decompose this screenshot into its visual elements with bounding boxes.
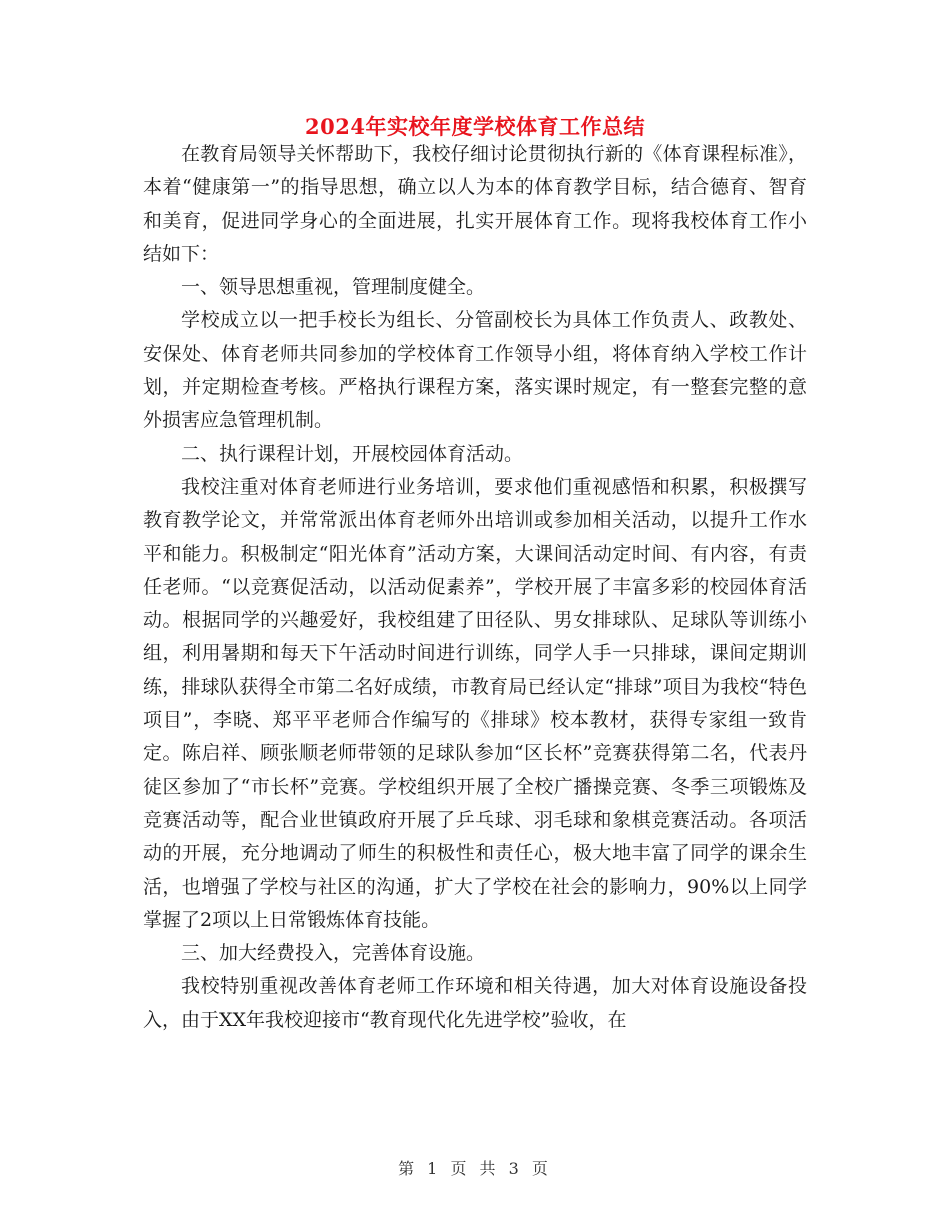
document-body <box>143 138 807 1037</box>
section-heading-1: 一、领导思想重视，管理制度健全。 <box>181 276 486 299</box>
page-footer: 第 1 页 共 3 页 <box>398 1159 552 1178</box>
document-title: 2024年实校年度学校体育工作总结 <box>305 114 645 139</box>
section-paragraph-1: 学校成立以一把手校长为组长、分管副校长为具体工作负责人、政教处、安保处、体育老师共同参加的学校体育工作领导小组，将体育纳入学校工作计划，并定期检查考核。严格执行课程方案，落实课时规定，有一整套完整的意外损害应急管理机制。 <box>143 309 807 432</box>
section-heading-3: 三、加大经费投入，完善体育设施。 <box>181 942 486 965</box>
intro-paragraph: 在教育局领导关怀帮助下，我校仔细讨论贯彻执行新的《体育课程标准》，本着“健康第一”的指导思想，确立以人为本的体育教学目标，结合德育、智育和美育，促进同学身心的全面进展，扎实开展体育工作。现将我校体育工作小结如下： <box>143 143 807 265</box>
section-paragraph-2: 我校注重对体育老师进行业务培训，要求他们重视感悟和积累，积极撰写教育教学论文，并常常派出体育老师外出培训或参加相关活动，以提升工作水平和能力。积极制定“阳光体育”活动方案，大课间活动定时间、有内容，有责任老师。“以竞赛促活动，以活动促素养”，学校开展了丰富多彩的校园体育活动。根据同学的兴趣爱好，我校组建了田径队、男女排球队、足球队等训练小组，利用暑期和每天下午活动时间进行训练，同学人手一只排球，课间定期训练，排球队获得全市第二名好成绩，市教育局已经认定“排球”项目为我校“特色项目”，李晓、郑平平老师合作编写的《排球》校本教材，获得专家组一致肯定。陈启祥、顾张顺老师带领的足球队参加“区长杯”竞赛获得第二名，代表丹徒区参加了“市长杯”竞赛。学校组织开展了全校广播操竞赛、冬季三项锻炼及竞赛活动等，配合业世镇政府开展了乒乓球、羽毛球和象棋竞赛活动。各项活动的开展，充分地调动了师生的积极性和责任心，极大地丰富了同学的课余生活，也增强了学校与社区的沟通，扩大了学校在社会的影响力，90%以上同学掌握了2项以上日常锻炼体育技能。 <box>143 475 807 931</box>
section-paragraph-3: 我校特别重视改善体育老师工作环境和相关待遇，加大对体育设施设备投入，由于XX年我校迎接市“教育现代化先进学校”验收，在 <box>143 975 807 1031</box>
section-heading-2: 二、执行课程计划，开展校园体育活动。 <box>181 442 524 465</box>
